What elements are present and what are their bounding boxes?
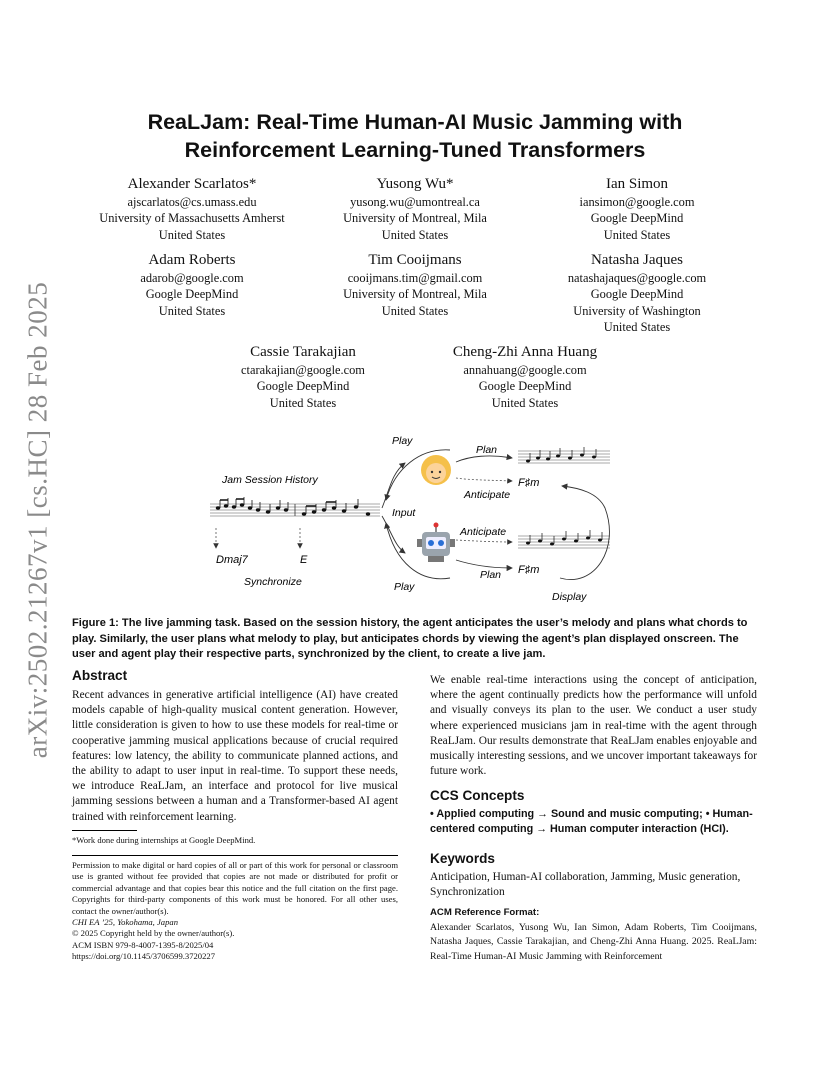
anticipate-label: Anticipate	[464, 489, 511, 501]
footnote: *Work done during internships at Google DeepMind.	[72, 835, 256, 845]
arxiv-sidebar	[0, 0, 80, 1072]
isbn: ACM ISBN 979-8-4007-1395-8/2025/04	[72, 939, 214, 950]
copyright: © 2025 Copyright held by the owner/author(s).	[72, 928, 235, 939]
plan-label: Plan	[480, 569, 502, 581]
author-name: Cheng-Zhi Anna Huang	[452, 344, 598, 360]
author-affiliation: University of Montreal, Mila	[343, 287, 487, 302]
author-name: Alexander Scarlatos*	[127, 176, 257, 192]
author-email: adarob@google.com	[140, 271, 244, 285]
author-email: cooijmans.tim@gmail.com	[347, 271, 483, 285]
author-block	[400, 343, 650, 411]
author-name: Yusong Wu*	[376, 176, 454, 192]
author-block	[67, 251, 317, 319]
paper-title	[70, 108, 760, 164]
author-affiliation: Google DeepMind	[145, 287, 239, 302]
reference-heading: ACM Reference Format:	[430, 907, 540, 918]
synchronize-label: Synchronize	[244, 576, 302, 588]
title-line-1: ReaLJam: Real-Time Human-AI Music Jamming with	[147, 110, 683, 134]
author-affiliation: Google DeepMind	[590, 211, 684, 226]
author-affiliation-2: University of Washington	[573, 303, 701, 318]
ccs-item: • Human-centered computing	[430, 808, 753, 836]
author-affiliation: Google DeepMind	[590, 287, 684, 302]
keywords-heading: Keywords	[430, 851, 495, 866]
abstract-continued: We enable real-time interactions using the concept of anticipation, where the agent continually predicts how the performance will unfold and visually conveys its plan to the user. We conduct a user study where experienced musicians jam in real-time with the agent through ReaLJam. Our results demonstrate that ReaLJam enables enjoyable and musically interesting sessions, and we uncover important takeaways for future work.	[430, 674, 757, 778]
author-country: United States	[381, 227, 449, 242]
author-email: yusong.wu@umontreal.ca	[350, 195, 480, 209]
author-country: United States	[491, 395, 559, 410]
author-affiliation: Google DeepMind	[478, 379, 572, 394]
arxiv-identifier: arXiv:2502.21267v1 [cs.HC] 28 Feb 2025	[22, 281, 53, 759]
author-name: Natasha Jaques	[590, 252, 684, 268]
author-block	[178, 343, 428, 411]
chord-label: F♯m	[518, 564, 540, 576]
permission-block	[72, 860, 398, 963]
ccs-item: Human computer interaction (HCI)	[549, 823, 726, 836]
ccs-concepts: • Applied computing → Sound and music computing; • Human-centered computing → Human computer interaction (HCI).	[430, 808, 753, 836]
chord-label: Dmaj7	[216, 554, 248, 566]
history-label: Jam Session History	[222, 474, 318, 486]
abstract-heading: Abstract	[72, 668, 128, 683]
history-staff	[210, 497, 380, 516]
author-affiliation: University of Massachusetts Amherst	[99, 211, 285, 226]
chord-label: E	[300, 554, 308, 566]
plan-staff-bottom	[518, 530, 610, 548]
arrow-icon: →	[537, 808, 548, 820]
author-country: United States	[158, 303, 226, 318]
author-name: Adam Roberts	[148, 252, 236, 268]
author-country: United States	[603, 227, 671, 242]
play-label: Play	[392, 435, 413, 447]
author-name: Ian Simon	[605, 176, 669, 192]
author-email: iansimon@google.com	[579, 195, 695, 209]
input-label: Input	[392, 507, 416, 519]
author-block	[512, 175, 762, 243]
author-email: natashajaques@google.com	[567, 271, 707, 285]
ccs-item: • Applied computing	[430, 808, 535, 820]
anticipate-label: Anticipate	[460, 526, 507, 538]
chord-label: F♯m	[518, 477, 540, 489]
doi-link[interactable]: https://doi.org/10.1145/3706599.3720227	[72, 951, 215, 962]
author-block	[290, 175, 540, 243]
author-block	[512, 251, 762, 335]
keywords-text: Anticipation, Human-AI collaboration, Jamming, Music generation, Synchronization	[430, 871, 741, 899]
permission-rule	[72, 855, 398, 856]
author-affiliation: University of Montreal, Mila	[343, 211, 487, 226]
author-email: ajscarlatos@cs.umass.edu	[127, 195, 257, 209]
figure-caption: Figure 1: The live jamming task. Based on the session history, the agent anticipates the user’s melody and plans what chords to play. Similarly, the user plans what melody to play, but anticipates chords by viewing the agent’s plan displayed onscreen. The user and agent play their respective parts, synchronized by the client, to create a live jam.	[72, 617, 748, 661]
robot-icon	[417, 523, 455, 563]
permission-text: Permission to make digital or hard copies of all or part of this work for personal or classroom use is granted without fee provided that copies are not made or distributed for profit or commercial advantage and that copies bear this notice and the full citation on the first page. Copyrights for third-party components of this work must be honored. For all other uses, contact the owner/author(s).	[72, 860, 398, 916]
jam-diagram	[200, 428, 620, 606]
author-country: United States	[381, 303, 449, 318]
venue: CHI EA ’25, Yokohama, Japan	[72, 917, 178, 928]
footnote-rule	[72, 830, 137, 831]
arrow-icon: →	[536, 823, 547, 836]
reference-text: Alexander Scarlatos, Yusong Wu, Ian Simon, Adam Roberts, Tim Cooijmans, Natasha Jaques, Cassie Tarakajian, and Cheng-Zhi Anna Huang. 2025. ReaLJam: Real-Time Human-AI Music Jamming with Reinforcement	[430, 922, 757, 962]
author-country: United States	[158, 227, 226, 242]
author-name: Tim Cooijmans	[368, 252, 462, 268]
user-icon	[421, 455, 451, 485]
ccs-heading: CCS Concepts	[430, 788, 525, 803]
play-label: Play	[394, 581, 415, 593]
author-affiliation: Google DeepMind	[256, 379, 350, 394]
author-email: ctarakajian@google.com	[241, 363, 365, 377]
author-country: United States	[603, 319, 671, 334]
title-line-2: Reinforcement Learning-Tuned Transformers	[184, 138, 646, 162]
author-block	[67, 175, 317, 243]
plan-label: Plan	[476, 444, 498, 456]
author-block	[290, 251, 540, 319]
plan-staff-top	[518, 447, 610, 463]
display-label: Display	[552, 591, 587, 603]
author-country: United States	[269, 395, 337, 410]
abstract-text: Recent advances in generative artificial intelligence (AI) have created models capable of high-quality musical content generation. However, little consideration is given to how to use these models for real-time or cooperative jamming musical applications because of crucial required features: low latency, the ability to communicate planned actions, and the ability to adapt to user input in real-time. To support these needs, we introduce ReaLJam, an interface and protocol for live musical jamming sessions between a human and a Transformer-based AI agent trained with reinforcement learning.	[72, 689, 398, 823]
author-name: Cassie Tarakajian	[250, 344, 356, 360]
ccs-item: Sound and music computing;	[550, 808, 703, 820]
author-email: annahuang@google.com	[463, 363, 587, 377]
